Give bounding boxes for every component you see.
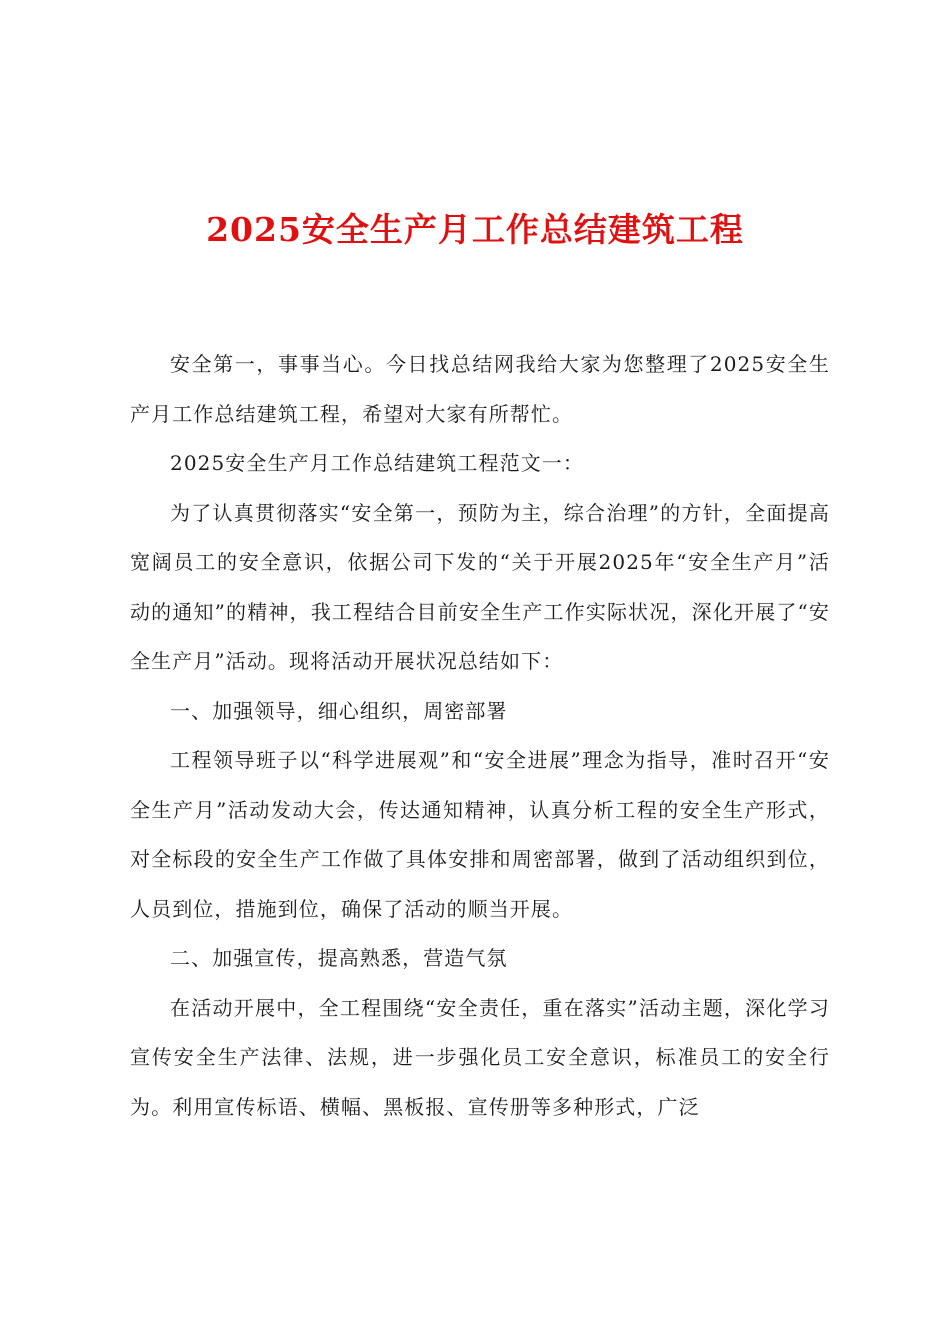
section-heading-2: 二、加强宣传，提高熟悉，营造气氛 xyxy=(170,946,508,970)
sample-heading: 2025安全生产月工作总结建筑工程范文一： xyxy=(170,451,584,475)
body-paragraph: 工程领导班子以“科学进展观”和“安全进展”理念为指导，准时召开“安全生产月”活动发动大会，传达通知精神，认真分析工程的安全生产形式，对全标段的安全生产工作做了具体安排和周密部署，做到了活动组织到位，人员到位，措施到位，确保了活动的顺当开展。 xyxy=(130,748,830,921)
body-paragraph: 为了认真贯彻落实“安全第一，预防为主，综合治理”的方针，全面提高宽阔员工的安全意识，依据公司下发的“关于开展2025年“安全生产月”活动的通知”的精神，我工程结合目前安全生产工作实际状况，深化开展了“安全生产月”活动。现将活动开展状况总结如下： xyxy=(130,500,830,673)
intro-paragraph: 安全第一，事事当心。今日找总结网我给大家为您整理了2025安全生产月工作总结建筑工程，希望对大家有所帮忙。 xyxy=(130,352,830,426)
body-paragraph: 在活动开展中，全工程围绕“安全责任，重在落实”活动主题，深化学习宣传安全生产法律、法规，进一步强化员工安全意识，标准员工的安全行为。利用宣传标语、横幅、黑板报、宣传册等多种形式，广泛 xyxy=(130,995,830,1119)
document-body xyxy=(130,340,830,1132)
document-title: 2025安全生产月工作总结建筑工程 xyxy=(206,210,744,249)
section-heading-1: 一、加强领导，细心组织，周密部署 xyxy=(170,698,508,723)
